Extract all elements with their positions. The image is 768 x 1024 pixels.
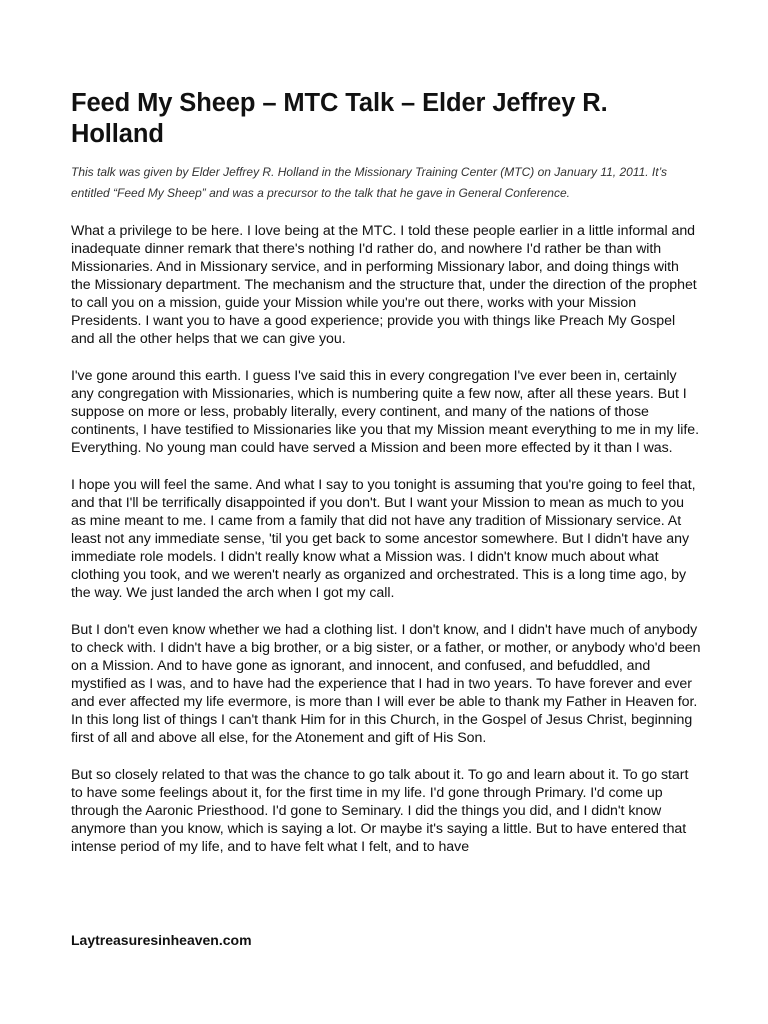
intro-note: This talk was given by Elder Jeffrey R. Holland in the Missionary Training Center (MTC) on January 11, 2011. It’s entitled “Feed My Sheep” and was a precursor to the talk that he gave in General Conference. <box>71 165 668 200</box>
document-page <box>71 88 701 875</box>
body-paragraph: But so closely related to that was the chance to go talk about it. To go and learn about it. To go start to have some feelings about it, for the first time in my life. I'd gone through Primary. I'd come up through the Aaronic Priesthood. I'd gone to Seminary. I did the things you did, and I didn't know anymore than you know, which is saying a lot. Or maybe it's saying a little. But to have entered that intense period of my life, and to have felt what I felt, and to have <box>71 767 689 855</box>
document-title: Feed My Sheep – MTC Talk – Elder Jeffrey R. Holland <box>71 89 608 148</box>
body-paragraph: What a privilege to be here. I love being at the MTC. I told these people earlier in a little informal and inadequate dinner remark that there's nothing I'd rather do, and nowhere I'd rather be than with Missionaries. And in Missionary service, and in performing Missionary labor, and doing things with the Missionary department. The mechanism and the structure that, under the direction of the prophet to call you on a mission, guide your Mission while you're out there, works with your Mission Presidents. I want you to have a good experience; provide you with things like Preach My Gospel and all the other helps that we can give you. <box>71 223 697 347</box>
body-paragraph: I hope you will feel the same. And what I say to you tonight is assuming that you're going to feel that, and that I'll be terrifically disappointed if you don't. But I want your Mission to mean as much to you as mine meant to me. I came from a family that did not have any tradition of Missionary service. At least not any immediate sense, 'til you get back to some ancestor somewhere. But I didn't have any immediate role models. I didn't really know what a Mission was. I didn't know much about what clothing you took, and we weren't nearly as organized and orchestrated. This is a long time ago, by the way. We just landed the arch when I got my call. <box>71 477 696 601</box>
footer-website: Laytreasuresinheaven.com <box>71 932 252 948</box>
body-paragraph: But I don't even know whether we had a clothing list. I don't know, and I didn't have much of anybody to check with. I didn't have a big brother, or a big sister, or a father, or mother, or anybody who'd been on a Mission. And to have gone as ignorant, and innocent, and confused, and befuddled, and mystified as I was, and to have had the experience that I had in two years. To have forever and ever and ever affected my life evermore, is more than I will ever be able to thank my Father in Heaven for. In this long list of things I can't thank Him for in this Church, in the Gospel of Jesus Christ, beginning first of all and above all else, for the Atonement and gift of His Son. <box>71 622 701 746</box>
body-paragraph: I've gone around this earth. I guess I've said this in every congregation I've ever been in, certainly any congregation with Missionaries, which is numbering quite a few now, after all these years. But I suppose on more or less, probably literally, every continent, and many of the nations of those continents, I have testified to Missionaries like you that my Mission meant everything to me in my life. Everything. No young man could have served a Mission and been more effected by it than I was. <box>71 368 699 456</box>
